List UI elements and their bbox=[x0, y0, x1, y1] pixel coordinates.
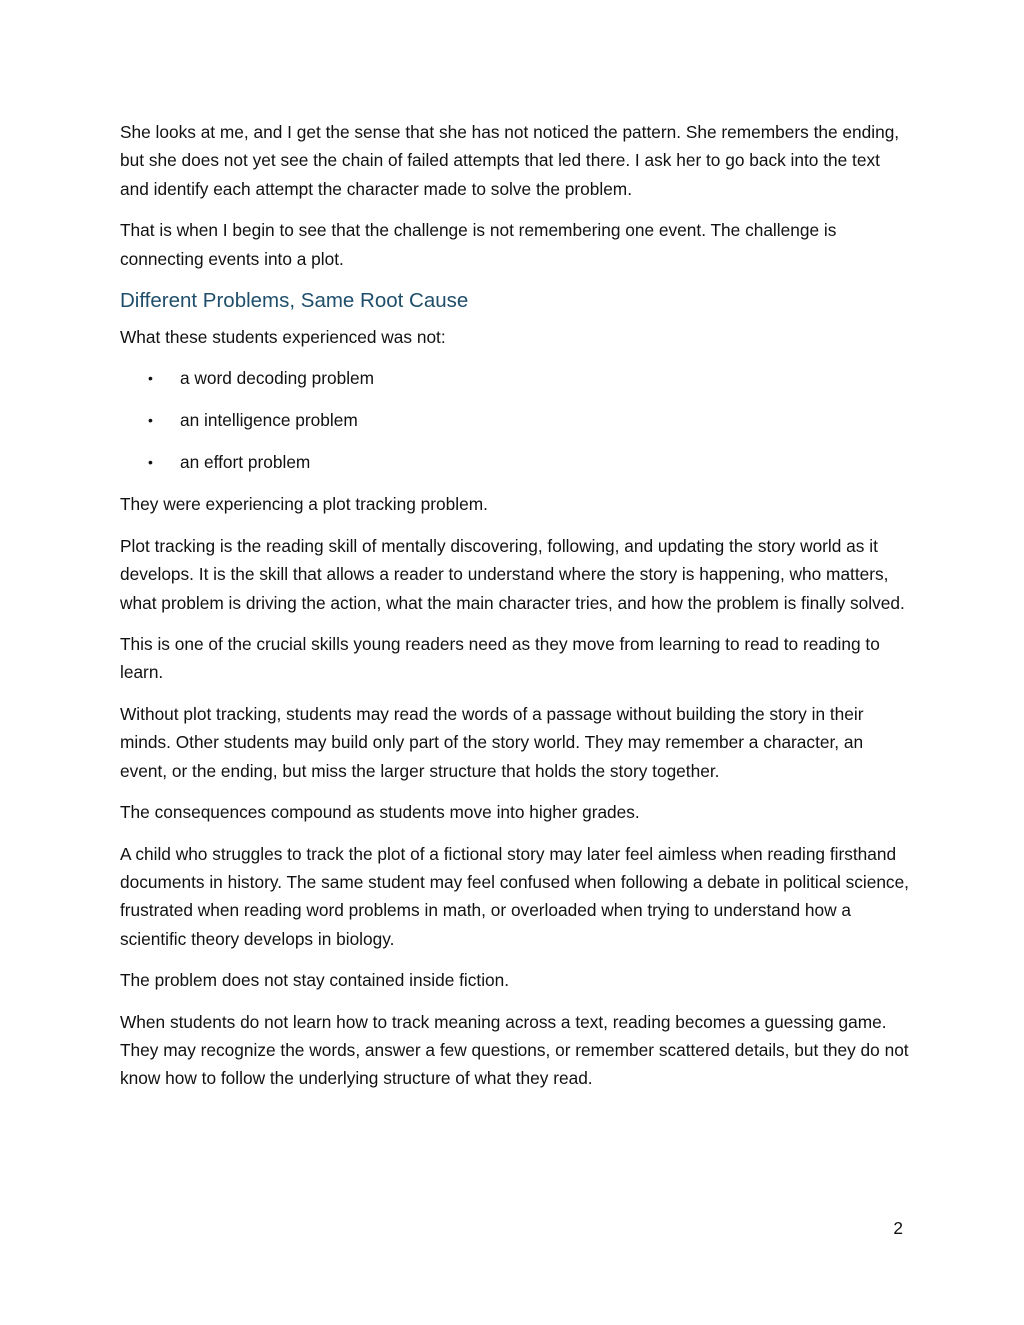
bullet-icon: • bbox=[148, 454, 153, 471]
list-item-text: an intelligence problem bbox=[180, 410, 358, 431]
body-paragraph: Without plot tracking, students may read the words of a passage without building the story in their minds. Other students may build only part of the story world. They may remember a character, an event, or the ending, but miss the larger structure that holds the story together. bbox=[120, 703, 864, 781]
body-paragraph: This is one of the crucial skills young readers need as they move from learning to read to reading to learn. bbox=[120, 634, 880, 683]
bullet-list bbox=[120, 364, 910, 476]
document-page bbox=[120, 118, 910, 1106]
bullet-icon: • bbox=[148, 412, 153, 429]
body-paragraph: When students do not learn how to track meaning across a text, reading becomes a guessing game. They may recognize the words, answer a few questions, or remember scattered details, but they do not know how to follow the underlying structure of what they read. bbox=[120, 1011, 909, 1089]
body-paragraph: Plot tracking is the reading skill of mentally discovering, following, and updating the story world as it develops. It is the skill that allows a reader to understand where the story is happening, who matters, what problem is driving the action, what the main character tries, and how the problem is finally solved. bbox=[120, 535, 905, 613]
list-item bbox=[120, 448, 910, 476]
list-item-text: a word decoding problem bbox=[180, 368, 375, 389]
section-heading: Different Problems, Same Root Cause bbox=[120, 289, 469, 313]
body-paragraph: That is when I begin to see that the challenge is not remembering one event. The challenge is connecting events into a plot. bbox=[120, 220, 837, 269]
list-item-text: an effort problem bbox=[180, 452, 311, 473]
body-paragraph: The consequences compound as students move into higher grades. bbox=[120, 802, 640, 823]
list-item bbox=[120, 406, 910, 434]
body-paragraph: They were experiencing a plot tracking problem. bbox=[120, 494, 488, 515]
bullet-icon: • bbox=[148, 370, 153, 387]
page-number: 2 bbox=[893, 1218, 903, 1238]
body-paragraph: She looks at me, and I get the sense that she has not noticed the pattern. She remembers the ending, but she does not yet see the chain of failed attempts that led there. I ask her to go back into the text and identify each attempt the character made to solve the problem. bbox=[120, 122, 900, 199]
body-paragraph: A child who struggles to track the plot of a fictional story may later feel aimless when reading firsthand documents in history. The same student may feel confused when following a debate in political science, frustrated when reading word problems in math, or overloaded when trying to understand how a scientific theory develops in biology. bbox=[120, 843, 909, 949]
list-intro: What these students experienced was not: bbox=[120, 327, 446, 348]
list-item bbox=[120, 364, 910, 392]
body-paragraph: The problem does not stay contained inside fiction. bbox=[120, 970, 510, 991]
